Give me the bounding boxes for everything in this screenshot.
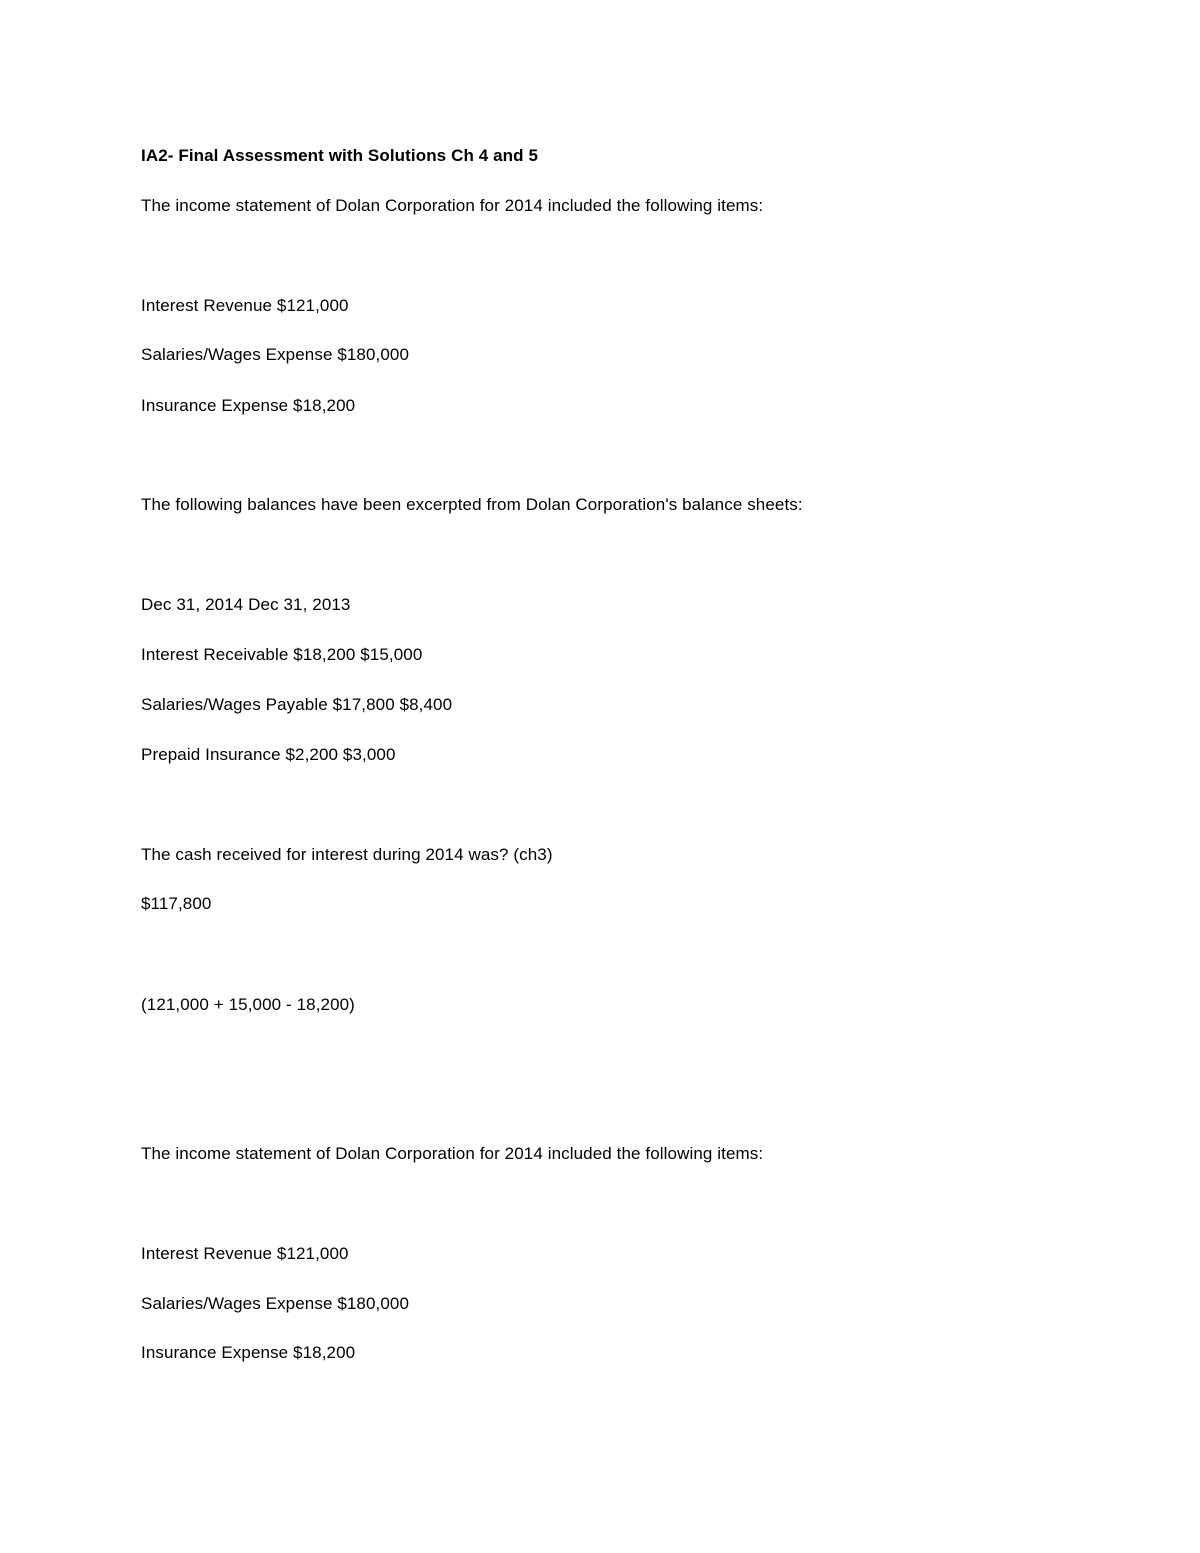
intro-paragraph: The income statement of Dolan Corporation for 2014 included the following items: [141, 196, 764, 215]
balance-header: Dec 31, 2014 Dec 31, 2013 [141, 595, 351, 614]
balance-item: Salaries/Wages Payable $17,800 $8,400 [141, 695, 453, 714]
calculation-text: (121,000 + 15,000 - 18,200) [141, 995, 355, 1014]
document-title: IA2- Final Assessment with Solutions Ch 4 and 5 [141, 146, 539, 165]
balance-item: Prepaid Insurance $2,200 $3,000 [141, 745, 396, 764]
income-item: Insurance Expense $18,200 [141, 396, 356, 415]
answer-text: $117,800 [141, 894, 212, 913]
balance-item: Interest Receivable $18,200 $15,000 [141, 645, 423, 664]
balance-intro: The following balances have been excerpted from Dolan Corporation's balance sheets: [141, 495, 803, 514]
income-item: Salaries/Wages Expense $180,000 [141, 1294, 410, 1313]
income-item: Insurance Expense $18,200 [141, 1343, 356, 1362]
income-item: Salaries/Wages Expense $180,000 [141, 345, 410, 364]
income-item: Interest Revenue $121,000 [141, 296, 349, 315]
intro-paragraph: The income statement of Dolan Corporation for 2014 included the following items: [141, 1144, 764, 1163]
income-item: Interest Revenue $121,000 [141, 1244, 349, 1263]
question-text: The cash received for interest during 2014 was? (ch3) [141, 845, 553, 864]
